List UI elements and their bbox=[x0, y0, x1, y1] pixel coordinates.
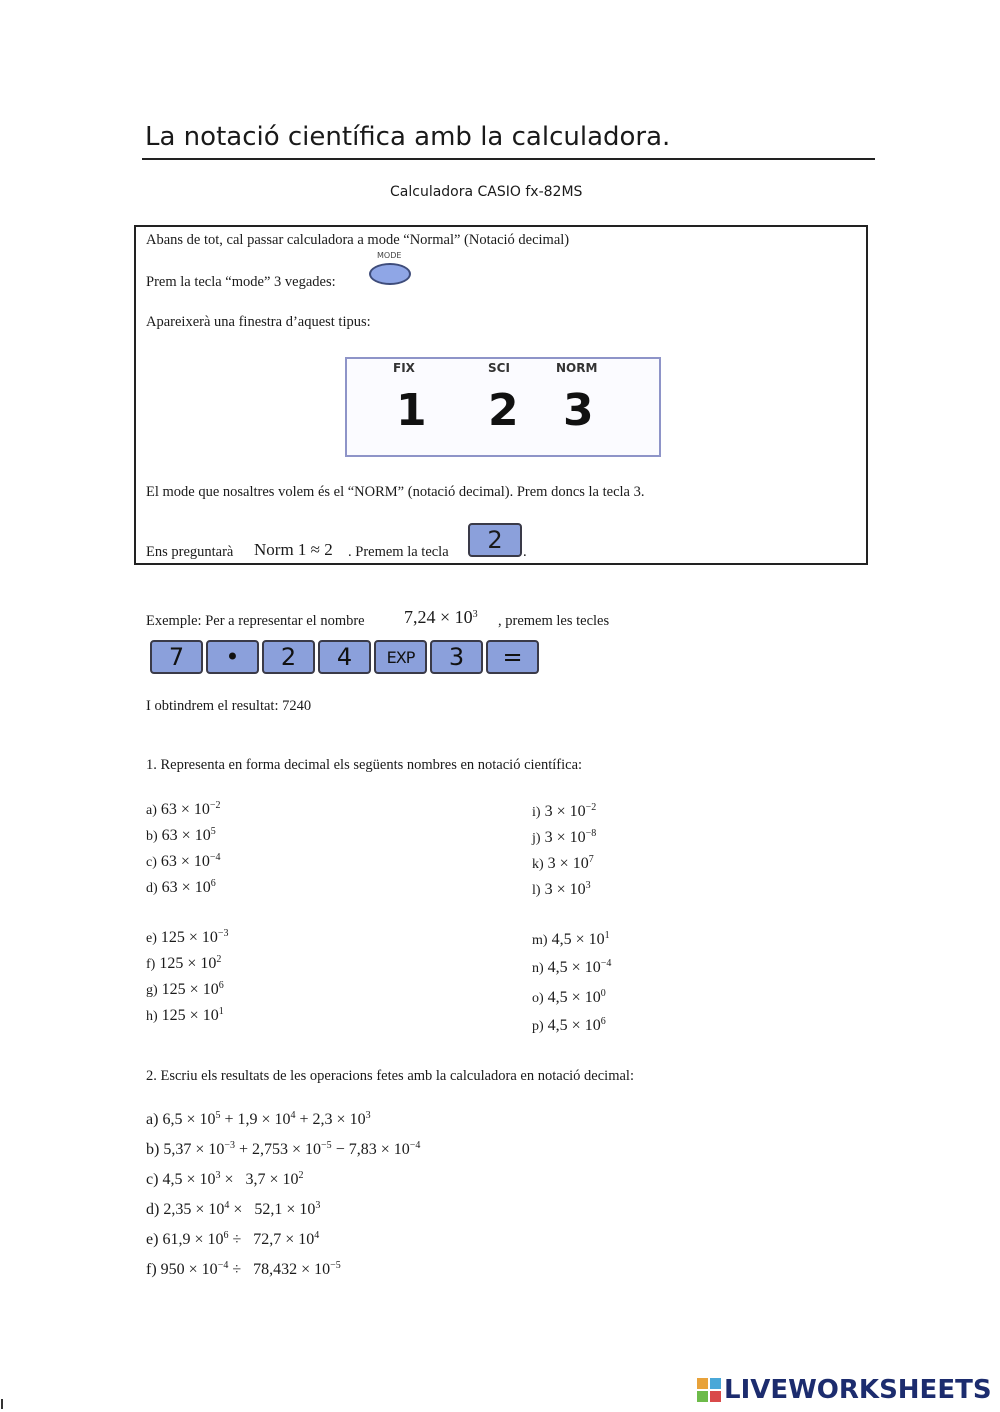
norm-prompt: Norm 1 ≈ 2 bbox=[254, 540, 333, 559]
screen-label-sci: SCI bbox=[488, 361, 510, 375]
exercise-1-heading: 1. Representa en forma decimal els següents nombres en notació científica: bbox=[146, 757, 583, 773]
list-item: g) $125 \times 10^6$ bbox=[146, 980, 224, 998]
list-item: i) $3 \times 10^{-2}$ bbox=[532, 802, 597, 820]
list-item: l) $3 \times 10^3$ bbox=[532, 880, 591, 898]
box-line-2: Prem la tecla “mode” 3 vegades: bbox=[146, 274, 336, 290]
key-2: 2 bbox=[262, 640, 315, 674]
list-item: p) $4,5 \times 10^6$ bbox=[532, 1016, 606, 1034]
list-item: o) $4,5 \times 10^0$ bbox=[532, 988, 606, 1006]
title-underline bbox=[142, 158, 875, 160]
operation-item: c) $4,5 \times 10^3 \times 3,7 \times 10^2$ bbox=[146, 1170, 304, 1188]
list-item: h) $125 \times 10^1$ bbox=[146, 1006, 224, 1024]
list-item: c) $63 \times 10^{-4}$ bbox=[146, 852, 221, 870]
list-item: b) $63 \times 10^5$ bbox=[146, 826, 216, 844]
key-4: 4 bbox=[318, 640, 371, 674]
page-title: La notació científica amb la calculadora. bbox=[145, 122, 671, 152]
operation-item: f) $950 \times 10^{-4} \div 78,432 \times 10^{-5}$ bbox=[146, 1260, 341, 1278]
screen-number-3: 3 bbox=[563, 385, 594, 436]
key-exp: EXP bbox=[374, 640, 427, 674]
box-line-3: Apareixerà una finestra d’aquest tipus: bbox=[146, 314, 371, 330]
key-7: 7 bbox=[150, 640, 203, 674]
example-number: $7,24 \times 10^3$ bbox=[404, 607, 478, 627]
list-item: a) $63 \times 10^{-2}$ bbox=[146, 800, 221, 818]
example-result: I obtindrem el resultat: 7240 bbox=[146, 698, 312, 714]
box-line-4: El mode que nosaltres volem és el “NORM” (notació decimal). Prem doncs la tecla 3. bbox=[146, 484, 645, 500]
exercise-2-heading: 2. Escriu els resultats de les operacions fetes amb la calculadora en notació decimal: bbox=[146, 1068, 634, 1084]
box-line-5-pre: Ens preguntarà bbox=[146, 544, 234, 560]
key-equals: = bbox=[486, 640, 539, 674]
list-item: e) $125 \times 10^{-3}$ bbox=[146, 928, 229, 946]
operation-item: e) $61,9 \times 10^6 \div 72,7 \times 10^4$ bbox=[146, 1230, 320, 1248]
list-item: j) $3 \times 10^{-8}$ bbox=[532, 828, 597, 846]
screen-number-2: 2 bbox=[488, 385, 519, 436]
example-text-pre: Exemple: Per a representar el nombre bbox=[146, 613, 365, 629]
list-item: m) $4,5 \times 10^1$ bbox=[532, 930, 610, 948]
box-line-5-end: . bbox=[523, 544, 527, 560]
example-text-post: , premem les tecles bbox=[498, 613, 610, 629]
subtitle: Calculadora CASIO fx-82MS bbox=[390, 184, 583, 200]
box-line-5-post: . Premem la tecla bbox=[348, 544, 449, 560]
mode-key-label: MODE bbox=[377, 251, 402, 260]
key-3: 3 bbox=[430, 640, 483, 674]
screen-number-1: 1 bbox=[396, 385, 427, 436]
screen-label-norm: NORM bbox=[556, 361, 598, 375]
list-item: k) $3 \times 10^7$ bbox=[532, 854, 594, 872]
list-item: f) $125 \times 10^2$ bbox=[146, 954, 222, 972]
operation-item: a) $6,5 \times 10^5 + 1,9 \times 10^4 + 2,3 \times 10^3$ bbox=[146, 1110, 371, 1128]
operation-item: b) $5,37 \times 10^{-3} + 2,753 \times 10^{-5} - 7,83 \times 10^{-4}$ bbox=[146, 1140, 421, 1158]
list-item: n) $4,5 \times 10^{-4}$ bbox=[532, 958, 612, 976]
key-decimal-point: • bbox=[206, 640, 259, 674]
mode-key-icon bbox=[369, 263, 411, 285]
scan-mark bbox=[1, 1399, 3, 1409]
list-item: d) $63 \times 10^6$ bbox=[146, 878, 216, 896]
liveworksheets-logo-icon bbox=[697, 1378, 721, 1402]
brand-name: LIVEWORKSHEETS bbox=[724, 1375, 992, 1405]
key-2-icon: 2 bbox=[468, 523, 522, 557]
screen-label-fix: FIX bbox=[393, 361, 415, 375]
box-line-1: Abans de tot, cal passar calculadora a mode “Normal” (Notació decimal) bbox=[146, 232, 570, 248]
operation-item: d) $2,35 \times 10^4 \times 52,1 \times 10^3$ bbox=[146, 1200, 321, 1218]
